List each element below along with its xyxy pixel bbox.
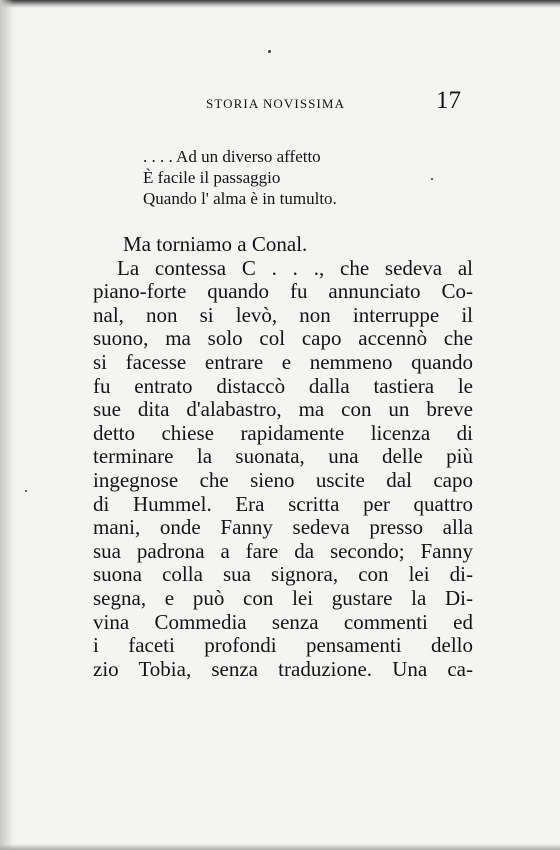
verse-line: . . . . Ad un diverso affetto — [143, 147, 321, 166]
print-speck — [431, 178, 433, 180]
paragraph-opening-line: Ma torniamo a Conal. — [123, 232, 308, 256]
text-line: di Hummel. Era scritta per quattro — [93, 491, 473, 516]
text-line: nal, non si levò, non interruppe il — [93, 302, 473, 327]
running-title: STORIA NOVISSIMA — [206, 96, 346, 111]
verse-line: Quando l' alma è in tumulto. — [143, 189, 337, 208]
page-bottom-edge — [0, 844, 560, 850]
page-top-edge — [0, 0, 560, 8]
text-line: piano-forte quando fu annunciato Co- — [93, 279, 473, 304]
text-line: segna, e può con lei gustare la Di- — [93, 585, 473, 610]
page-binding-shadow — [0, 0, 14, 850]
verse-line: È facile il passaggio — [143, 168, 281, 187]
text-line: ingegnose che sieno uscite dal capo — [93, 467, 473, 492]
text-line: suona colla sua signora, con lei di- — [93, 562, 473, 587]
print-speck — [25, 490, 27, 492]
text-line: vina Commedia senza commenti ed — [93, 609, 473, 634]
text-line: terminare la suonata, una delle più — [93, 444, 473, 469]
text-line: fu entrato distaccò dalla tastiera le — [93, 373, 473, 398]
text-line: La contessa C . . ., che sedeva al — [117, 255, 473, 280]
text-line: detto chiese rapidamente licenza di — [93, 420, 473, 445]
print-speck — [268, 50, 271, 53]
text-line: sue dita d'alabastro, ma con un breve — [93, 397, 473, 422]
text-line: suono, ma solo col capo accennò che — [93, 326, 473, 351]
text-line: sua padrona a fare da secondo; Fanny — [93, 538, 473, 563]
text-line: zio Tobia, senza traduzione. Una ca- — [93, 656, 473, 681]
text-line: si facesse entrare e nemmeno quando — [93, 349, 473, 374]
page-number: 17 — [436, 87, 461, 114]
text-line: i faceti profondi pensamenti dello — [93, 633, 473, 658]
text-line: mani, onde Fanny sedeva presso alla — [93, 515, 473, 540]
body-paragraphs — [93, 233, 473, 681]
verse-quotation — [143, 146, 337, 209]
